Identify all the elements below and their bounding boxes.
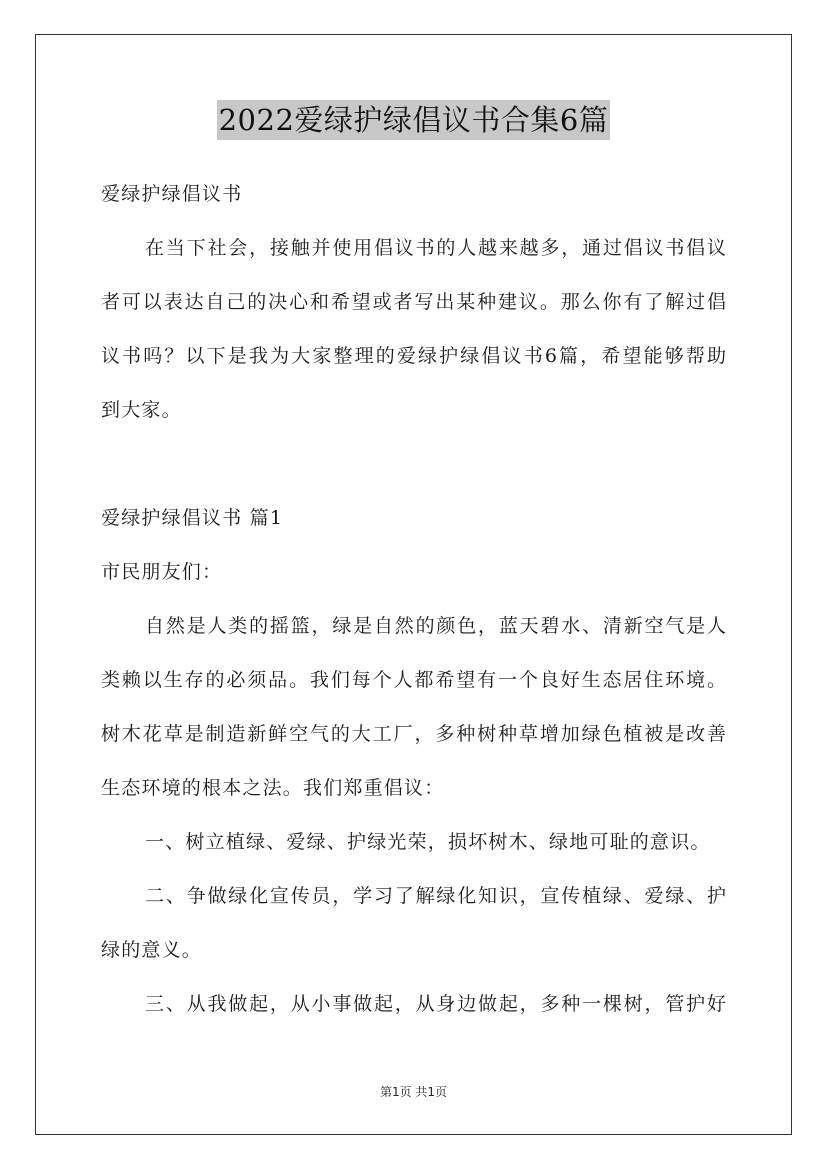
body-line: 树木花草是制造新鲜空气的大工厂，多种树种草增加绿色植被是改善 xyxy=(101,723,726,745)
intro-line: 到大家。 xyxy=(101,399,182,421)
body-line: 类赖以生存的必须品。我们每个人都希望有一个良好生态居住环境。 xyxy=(101,669,726,691)
intro-heading: 爱绿护绿倡议书 xyxy=(101,183,243,205)
document-title: 2022爱绿护绿倡议书合集6篇 xyxy=(217,100,611,140)
intro-line: 议书吗？以下是我为大家整理的爱绿护绿倡议书6篇，希望能够帮助 xyxy=(101,345,726,367)
intro-line: 者可以表达自己的决心和希望或者写出某种建议。那么你有了解过倡 xyxy=(101,291,726,313)
salutation: 市民朋友们： xyxy=(101,561,223,583)
body-line: 绿的意义。 xyxy=(101,939,203,961)
body-line: 生态环境的根本之法。我们郑重倡议： xyxy=(101,777,445,799)
page-footer: 第1页 共1页 xyxy=(379,1085,448,1099)
body-line: 自然是人类的摇篮，绿是自然的颜色，蓝天碧水、清新空气是人 xyxy=(145,615,726,637)
body-line: 一、树立植绿、爱绿、护绿光荣，损坏树木、绿地可耻的意识。 xyxy=(145,831,711,853)
title-container xyxy=(0,100,827,140)
body-line: 三、从我做起，从小事做起，从身边做起，多种一棵树，管护好 xyxy=(145,993,726,1015)
intro-line: 在当下社会，接触并使用倡议书的人越来越多，通过倡议书倡议 xyxy=(145,237,726,259)
section-heading: 爱绿护绿倡议书 篇1 xyxy=(101,507,284,529)
body-line: 二、争做绿化宣传员，学习了解绿化知识，宣传植绿、爱绿、护 xyxy=(145,885,726,907)
